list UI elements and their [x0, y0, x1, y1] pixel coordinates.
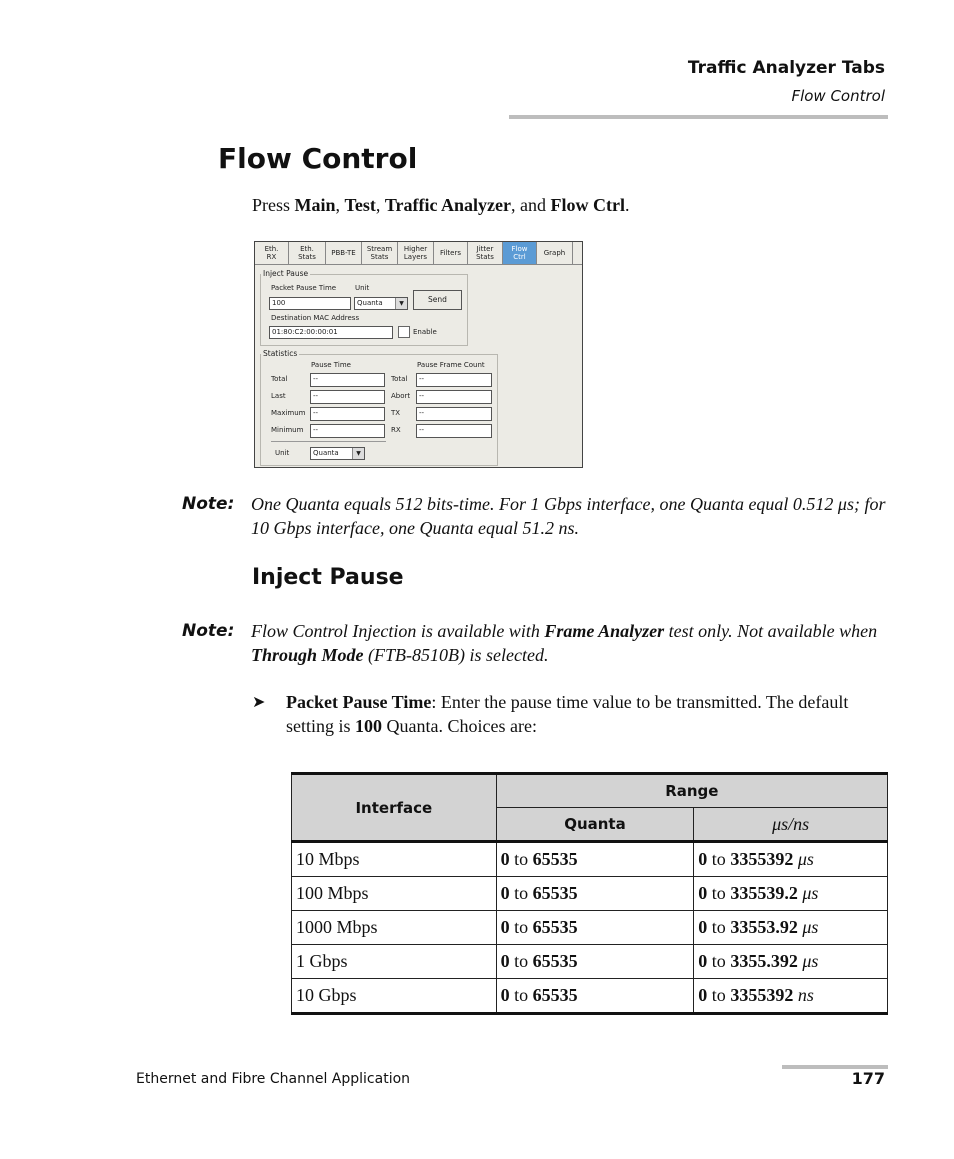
time-from: 0	[698, 917, 708, 937]
header-rule	[509, 115, 888, 119]
stats-divider	[271, 441, 386, 442]
destination-mac-input[interactable]: 01:80:C2:00:00:01	[269, 326, 393, 339]
note-label: Note:	[182, 494, 235, 514]
chevron-down-icon: ▼	[395, 298, 407, 309]
send-button[interactable]: Send	[413, 290, 462, 310]
unit-label: Unit	[355, 284, 370, 292]
tab-label: Filters	[440, 249, 461, 257]
press-sep1: ,	[335, 195, 345, 215]
tab-higher-layers[interactable]	[398, 242, 434, 264]
table-row	[292, 911, 888, 945]
to-word: to	[509, 883, 533, 903]
table-row	[292, 979, 888, 1014]
cell-interface: 1000 Mbps	[292, 911, 497, 945]
header-interface: Interface	[292, 774, 497, 842]
note-text: One Quanta equals 512 bits-time. For 1 Gbps interface, one Quanta equal 0.512 μs; for 10 Gbps interface, one Quanta equal 51.2 ns.	[251, 494, 886, 538]
cell-interface: 10 Gbps	[292, 979, 497, 1014]
time-to: 335539.2	[730, 883, 798, 903]
range-table	[291, 772, 888, 1015]
stat-label: Total	[391, 375, 408, 383]
cell-time	[694, 979, 888, 1014]
tab-label: PBB-TE	[331, 249, 356, 257]
press-main: Main	[294, 195, 336, 215]
stat-label: RX	[391, 426, 401, 434]
bullet-text	[286, 690, 886, 738]
stat-label: Abort	[391, 392, 411, 400]
tab-label: Higher Layers	[403, 245, 428, 261]
tab-jitter-stats[interactable]	[468, 242, 503, 264]
time-to: 3355392	[730, 985, 794, 1005]
running-header-title: Traffic Analyzer Tabs	[687, 58, 885, 78]
chevron-down-icon: ▼	[352, 448, 364, 459]
quanta-from: 0	[500, 917, 510, 937]
tab-bar	[255, 242, 582, 265]
note-text	[251, 619, 891, 667]
tab-eth-stats[interactable]	[289, 242, 326, 264]
time-unit: ns	[797, 985, 814, 1005]
cell-time	[694, 842, 888, 877]
to-word: to	[707, 917, 731, 937]
stat-label: TX	[391, 409, 401, 417]
tab-label: Eth. Stats	[298, 245, 316, 261]
tab-label: Graph	[543, 249, 566, 257]
flow-control-screenshot	[254, 241, 583, 468]
bullet-term: Packet Pause Time	[286, 692, 432, 712]
stats-unit-dropdown[interactable]	[310, 447, 365, 460]
stat-value-field: --	[310, 407, 385, 421]
cell-interface: 100 Mbps	[292, 877, 497, 911]
arrow-bullet-icon: ➤	[252, 694, 266, 711]
to-word: to	[509, 951, 533, 971]
bullet-default-value: 100	[355, 716, 383, 736]
note-segment: Flow Control Injection is available with	[251, 621, 545, 641]
note-segment: (FTB-8510B) is selected.	[363, 645, 549, 665]
stat-label: Total	[271, 375, 288, 383]
stats-unit-label: Unit	[275, 449, 290, 457]
to-word: to	[509, 849, 533, 869]
bullet-segment: Quanta. Choices are:	[382, 716, 537, 736]
table-row	[292, 877, 888, 911]
time-from: 0	[698, 951, 708, 971]
note-bold-frame-analyzer: Frame Analyzer	[544, 621, 665, 641]
quanta-to: 65535	[532, 951, 578, 971]
unit-dropdown-value: Quanta	[357, 299, 383, 307]
note-segment: test only. Not available when	[664, 621, 878, 641]
press-instruction	[252, 195, 629, 216]
quanta-to: 65535	[532, 883, 578, 903]
quanta-to: 65535	[532, 917, 578, 937]
header-range: Range	[496, 774, 887, 808]
cell-time	[694, 911, 888, 945]
stat-label: Last	[271, 392, 286, 400]
time-from: 0	[698, 985, 708, 1005]
time-to: 33553.92	[730, 917, 798, 937]
press-traffic: Traffic Analyzer	[384, 195, 511, 215]
inject-pause-title: Inject Pause	[263, 269, 309, 278]
tab-pbb-te[interactable]	[326, 242, 362, 264]
pause-frame-count-header: Pause Frame Count	[417, 361, 485, 369]
tab-stream-stats[interactable]	[362, 242, 398, 264]
packet-pause-time-label: Packet Pause Time	[271, 284, 337, 292]
press-sep2: ,	[375, 195, 385, 215]
running-header-subtitle: Flow Control	[791, 87, 885, 105]
enable-checkbox[interactable]	[398, 326, 410, 338]
stat-value-field: --	[416, 373, 492, 387]
to-word: to	[707, 951, 731, 971]
header-time: μs/ns	[694, 808, 888, 842]
cell-quanta	[496, 945, 694, 979]
tab-flow-ctrl[interactable]	[503, 242, 537, 264]
quanta-to: 65535	[532, 985, 578, 1005]
press-test: Test	[344, 195, 376, 215]
stat-value-field: --	[310, 424, 385, 438]
stat-value-field: --	[310, 390, 385, 404]
tab-label: Stream Stats	[366, 245, 393, 261]
note-label: Note:	[182, 621, 235, 641]
cell-quanta	[496, 911, 694, 945]
time-from: 0	[698, 849, 708, 869]
cell-interface: 10 Mbps	[292, 842, 497, 877]
footer-title: Ethernet and Fibre Channel Application	[136, 1071, 411, 1087]
time-from: 0	[698, 883, 708, 903]
to-word: to	[707, 985, 731, 1005]
tab-eth-rx[interactable]	[255, 242, 289, 264]
header-quanta: Quanta	[496, 808, 694, 842]
to-word: to	[509, 985, 533, 1005]
subsection-title: Inject Pause	[252, 565, 404, 590]
cell-quanta	[496, 877, 694, 911]
table-row	[292, 945, 888, 979]
cell-time	[694, 877, 888, 911]
statistics-title: Statistics	[263, 349, 298, 358]
bullet-segment: : Enter the pause time value to be transmitted. The default setting is	[286, 692, 849, 736]
to-word: to	[509, 917, 533, 937]
cell-quanta	[496, 842, 694, 877]
stat-value-field: --	[416, 390, 492, 404]
stat-label: Maximum	[271, 409, 306, 417]
time-to: 3355392	[730, 849, 794, 869]
tab-graph[interactable]	[537, 242, 573, 264]
section-title: Flow Control	[218, 142, 418, 175]
cell-time	[694, 945, 888, 979]
tab-filters[interactable]	[434, 242, 468, 264]
quanta-from: 0	[500, 883, 510, 903]
packet-pause-time-input[interactable]: 100	[269, 297, 351, 310]
enable-label: Enable	[413, 328, 437, 336]
stat-value-field: --	[416, 407, 492, 421]
time-unit: μs	[802, 917, 819, 937]
unit-dropdown[interactable]	[354, 297, 408, 310]
page-number: 177	[851, 1069, 885, 1088]
cell-quanta	[496, 979, 694, 1014]
time-to: 3355.392	[730, 951, 798, 971]
pause-time-header: Pause Time	[311, 361, 351, 369]
note-bold-through-mode: Through Mode	[251, 645, 364, 665]
time-unit: μs	[797, 849, 814, 869]
tab-label: Flow Ctrl	[511, 245, 528, 261]
destination-mac-label: Destination MAC Address	[271, 314, 360, 322]
press-end: .	[624, 195, 630, 215]
quanta-from: 0	[500, 951, 510, 971]
press-flow: Flow Ctrl	[550, 195, 625, 215]
time-unit: μs	[802, 951, 819, 971]
quanta-from: 0	[500, 849, 510, 869]
quanta-to: 65535	[532, 849, 578, 869]
table-row	[292, 842, 888, 877]
stat-label: Minimum	[271, 426, 304, 434]
stat-value-field: --	[416, 424, 492, 438]
stat-value-field: --	[310, 373, 385, 387]
stats-unit-value: Quanta	[313, 449, 339, 457]
to-word: to	[707, 883, 731, 903]
tab-label: Eth. RX	[264, 245, 279, 261]
press-prefix: Press	[252, 195, 295, 215]
tab-label: Jitter Stats	[476, 245, 494, 261]
time-unit: μs	[802, 883, 819, 903]
quanta-from: 0	[500, 985, 510, 1005]
cell-interface: 1 Gbps	[292, 945, 497, 979]
to-word: to	[707, 849, 731, 869]
press-sep3: , and	[511, 195, 551, 215]
